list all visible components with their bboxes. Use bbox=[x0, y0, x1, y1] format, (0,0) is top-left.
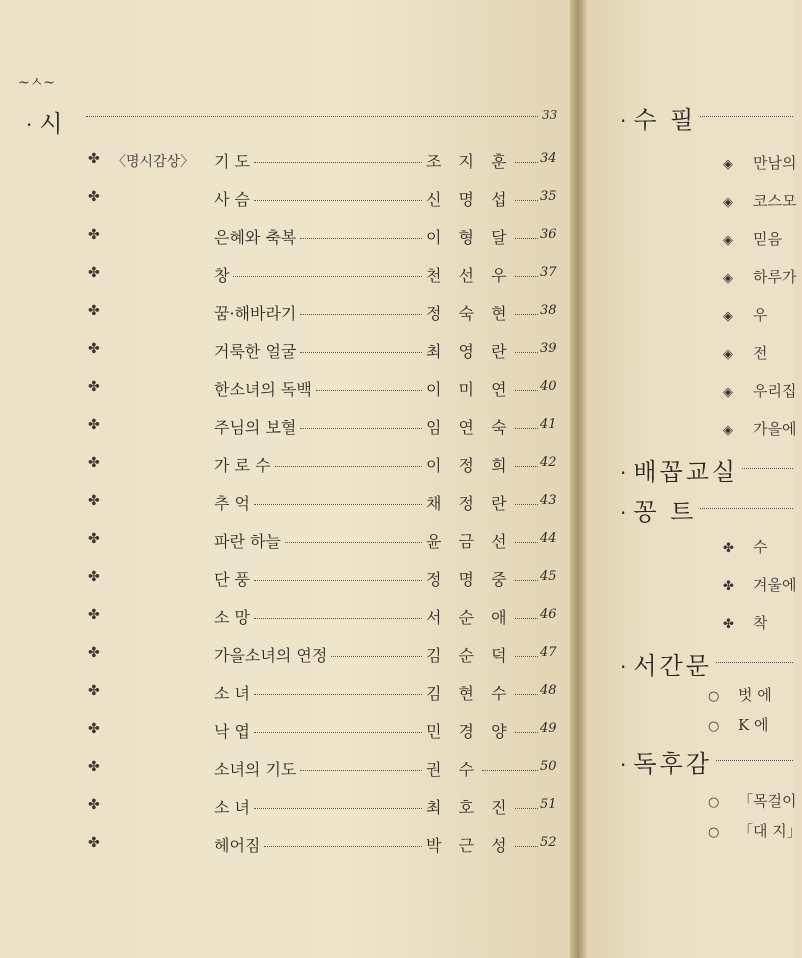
right-toc-entry[interactable] bbox=[723, 380, 796, 401]
entry-leader bbox=[285, 542, 422, 543]
entry-title: 거룩한 얼굴 bbox=[214, 342, 297, 361]
entry-marker-icon: ✤ bbox=[88, 721, 100, 737]
section-label: 서간문 bbox=[633, 652, 712, 680]
entry-page-number: 35 bbox=[540, 189, 557, 204]
entry-marker-icon: ✤ bbox=[88, 683, 100, 699]
entry-leader bbox=[264, 846, 422, 847]
entry-title: 소녀의 기도 bbox=[214, 760, 297, 779]
bullet-dot: · bbox=[620, 461, 630, 485]
right-toc-entry[interactable] bbox=[723, 266, 796, 287]
toc-entry[interactable] bbox=[0, 563, 578, 593]
corner-mark: ~ㅅ~ bbox=[18, 75, 55, 91]
entry-title: 기 도 bbox=[214, 152, 250, 171]
entry-marker-icon: ✤ bbox=[88, 493, 100, 509]
entry-title: 믿음 bbox=[753, 230, 782, 248]
toc-entry[interactable] bbox=[0, 145, 578, 175]
entry-marker-icon: ✤ bbox=[723, 617, 734, 632]
entry-author: 정 명 중 bbox=[426, 570, 513, 589]
entry-leader bbox=[515, 618, 538, 619]
entry-leader bbox=[254, 200, 422, 201]
entry-leader bbox=[515, 352, 538, 353]
entry-page-number: 47 bbox=[540, 645, 557, 660]
entry-title: 은혜와 축복 bbox=[214, 228, 297, 247]
entry-page-number: 52 bbox=[540, 835, 557, 850]
entry-title: 단 풍 bbox=[214, 570, 250, 589]
toc-entry[interactable] bbox=[0, 297, 578, 327]
entry-title: 창 bbox=[214, 266, 230, 285]
entry-author: 이 형 달 bbox=[426, 228, 513, 247]
toc-entry[interactable] bbox=[0, 411, 578, 441]
entry-page-number: 42 bbox=[540, 455, 557, 470]
entry-author: 이 정 희 bbox=[426, 456, 513, 475]
entry-title: 겨울에 bbox=[753, 576, 797, 594]
entry-leader bbox=[515, 580, 538, 581]
entry-author: 이 미 연 bbox=[426, 380, 513, 399]
entry-title: 코스모 bbox=[753, 192, 797, 210]
entry-title: 소 녀 bbox=[214, 684, 250, 703]
section-leader bbox=[742, 468, 793, 469]
entry-marker-icon: ✤ bbox=[723, 579, 734, 594]
entry-title: 수 bbox=[753, 538, 768, 556]
toc-entry[interactable] bbox=[0, 259, 578, 289]
entry-leader bbox=[233, 276, 422, 277]
toc-entry[interactable] bbox=[0, 829, 578, 859]
entry-leader bbox=[254, 504, 422, 505]
toc-entry[interactable] bbox=[0, 449, 578, 479]
entry-page-number: 50 bbox=[540, 759, 557, 774]
entry-page-number: 39 bbox=[540, 341, 557, 356]
entry-page-number: 44 bbox=[540, 531, 557, 546]
entry-title: 하루가 bbox=[753, 268, 797, 286]
entry-title: 파란 하늘 bbox=[214, 532, 281, 551]
entry-author: 임 연 숙 bbox=[426, 418, 513, 437]
entry-leader bbox=[515, 200, 538, 201]
toc-entry[interactable] bbox=[0, 601, 578, 631]
entry-title: K 에 bbox=[738, 716, 769, 734]
entry-author: 김 현 수 bbox=[426, 684, 513, 703]
entry-marker-icon: ◈ bbox=[723, 157, 733, 172]
right-toc-entry[interactable] bbox=[723, 228, 782, 249]
entry-leader bbox=[300, 352, 422, 353]
toc-entry[interactable] bbox=[0, 753, 578, 783]
right-section-heading bbox=[620, 452, 738, 487]
entry-author: 민 경 양 bbox=[426, 722, 513, 741]
bullet-dot: · bbox=[620, 501, 630, 525]
entry-page-number: 49 bbox=[540, 721, 557, 736]
entry-author: 박 근 성 bbox=[426, 836, 513, 855]
entry-leader bbox=[254, 580, 422, 581]
entry-title: 우 bbox=[753, 306, 768, 324]
entry-leader bbox=[515, 390, 538, 391]
entry-marker-icon: ◈ bbox=[723, 309, 733, 324]
entry-author: 천 선 우 bbox=[426, 266, 513, 285]
entry-marker-icon: ◈ bbox=[723, 347, 733, 362]
entry-page-number: 34 bbox=[540, 151, 557, 166]
toc-entry[interactable] bbox=[0, 525, 578, 555]
section-label: 시 bbox=[39, 110, 66, 138]
entry-marker-icon: ✤ bbox=[88, 417, 100, 433]
entry-author: 채 정 란 bbox=[426, 494, 513, 513]
entry-page-number: 41 bbox=[540, 417, 557, 432]
entry-leader bbox=[515, 504, 538, 505]
section-label: 꽁 트 bbox=[633, 498, 697, 526]
entry-leader bbox=[254, 808, 422, 809]
right-toc-entry[interactable] bbox=[708, 820, 802, 841]
entry-author: 조 지 훈 bbox=[426, 152, 513, 171]
entry-author: 정 숙 현 bbox=[426, 304, 513, 323]
section-label: 수 필 bbox=[633, 106, 697, 134]
entry-marker-icon: ✤ bbox=[88, 759, 100, 775]
entry-marker-icon: ✤ bbox=[88, 645, 100, 661]
entry-title: 가을소녀의 연정 bbox=[214, 646, 328, 665]
entry-page-number: 46 bbox=[540, 607, 557, 622]
entry-leader bbox=[300, 314, 422, 315]
entry-author: 김 순 덕 bbox=[426, 646, 513, 665]
entry-page-number: 43 bbox=[540, 493, 557, 508]
entry-title: 가을에 bbox=[753, 420, 797, 438]
entry-leader bbox=[515, 428, 538, 429]
entry-marker-icon: ✤ bbox=[88, 265, 100, 281]
bullet-dot: · bbox=[620, 753, 630, 777]
entry-title: 소 망 bbox=[214, 608, 250, 627]
entry-author: 신 명 섭 bbox=[426, 190, 513, 209]
entry-marker-icon: ✤ bbox=[723, 541, 734, 556]
entry-leader bbox=[515, 466, 538, 467]
section-label: 배꼽교실 bbox=[633, 458, 739, 486]
right-section-heading bbox=[620, 646, 712, 681]
bullet-dot: · bbox=[620, 109, 630, 133]
right-toc-entry[interactable] bbox=[708, 790, 796, 811]
entry-page-number: 51 bbox=[540, 797, 557, 812]
entry-marker-icon: ◈ bbox=[723, 233, 733, 248]
right-toc-entry[interactable] bbox=[723, 342, 768, 363]
right-section-heading bbox=[620, 744, 712, 779]
entry-marker-icon: ◈ bbox=[723, 385, 733, 400]
toc-entry[interactable] bbox=[0, 677, 578, 707]
right-toc-entry[interactable] bbox=[723, 190, 796, 211]
entry-title: 「목걸이 bbox=[738, 792, 797, 810]
entry-title: 가 로 수 bbox=[214, 456, 271, 475]
entry-marker-icon: ◈ bbox=[723, 271, 733, 286]
entry-title: 주님의 보혈 bbox=[214, 418, 297, 437]
entry-title: 소 녀 bbox=[214, 798, 250, 817]
entry-author: 권 수 bbox=[426, 760, 480, 779]
section-leader bbox=[86, 116, 538, 117]
entry-leader bbox=[515, 694, 538, 695]
entry-leader bbox=[300, 428, 422, 429]
entry-leader bbox=[515, 238, 538, 239]
section-page-number: 33 bbox=[542, 108, 558, 122]
entry-page-number: 48 bbox=[540, 683, 557, 698]
entry-marker-icon: ✤ bbox=[88, 607, 100, 623]
entry-marker-icon: ◈ bbox=[723, 195, 733, 210]
entry-marker-icon: ✤ bbox=[88, 189, 100, 205]
right-toc-entry[interactable] bbox=[723, 612, 768, 633]
entry-marker-icon: ○ bbox=[708, 795, 720, 810]
entry-leader bbox=[300, 238, 422, 239]
right-toc-entry[interactable] bbox=[723, 152, 796, 173]
entry-marker-icon: ✤ bbox=[88, 569, 100, 585]
right-toc-entry[interactable] bbox=[708, 714, 768, 735]
entry-marker-icon: ✤ bbox=[88, 455, 100, 471]
entry-author: 최 호 진 bbox=[426, 798, 513, 817]
section-leader bbox=[716, 760, 793, 761]
right-toc-entry[interactable] bbox=[723, 304, 768, 325]
entry-leader bbox=[515, 656, 538, 657]
entry-marker-icon: ○ bbox=[708, 719, 720, 734]
bullet-dot: · bbox=[26, 113, 36, 137]
entry-title: 꿈·해바라기 bbox=[214, 304, 297, 323]
entry-page-number: 40 bbox=[540, 379, 557, 394]
entry-leader bbox=[515, 162, 538, 163]
section-leader bbox=[700, 116, 793, 117]
entry-marker-icon: ○ bbox=[708, 689, 720, 704]
toc-entry[interactable] bbox=[0, 335, 578, 365]
entry-subtitle: 〈명시감상〉 bbox=[112, 154, 195, 170]
entry-leader bbox=[515, 732, 538, 733]
entry-page-number: 38 bbox=[540, 303, 557, 318]
entry-leader bbox=[515, 276, 538, 277]
toc-entry[interactable] bbox=[0, 791, 578, 821]
entry-title: 벗 에 bbox=[738, 686, 772, 704]
entry-marker-icon: ✤ bbox=[88, 797, 100, 813]
entry-marker-icon: ✤ bbox=[88, 227, 100, 243]
entry-title: 헤어짐 bbox=[214, 836, 261, 855]
entry-title: 착 bbox=[753, 614, 768, 632]
entry-leader bbox=[254, 162, 422, 163]
entry-marker-icon: ○ bbox=[708, 825, 720, 840]
entry-leader bbox=[515, 314, 538, 315]
right-section-heading bbox=[620, 492, 696, 527]
entry-marker-icon: ✤ bbox=[88, 303, 100, 319]
entry-title: 사 슴 bbox=[214, 190, 250, 209]
entry-title: 추 억 bbox=[214, 494, 250, 513]
right-toc-entry[interactable] bbox=[723, 536, 768, 557]
section-label: 독후감 bbox=[633, 750, 712, 778]
toc-entry[interactable] bbox=[0, 715, 578, 745]
toc-entry[interactable] bbox=[0, 373, 578, 403]
toc-entry[interactable] bbox=[0, 639, 578, 669]
section-heading-poetry bbox=[26, 104, 66, 139]
entry-leader bbox=[515, 846, 538, 847]
entry-leader bbox=[331, 656, 422, 657]
entry-leader bbox=[300, 770, 422, 771]
entry-title: 우리집 bbox=[753, 382, 797, 400]
right-section-heading bbox=[620, 100, 696, 135]
entry-title: 한소녀의 독백 bbox=[214, 380, 312, 399]
entry-leader bbox=[515, 542, 538, 543]
entry-marker-icon: ✤ bbox=[88, 151, 100, 167]
bullet-dot: · bbox=[620, 655, 630, 679]
entry-marker-icon: ◈ bbox=[723, 423, 733, 438]
entry-leader bbox=[254, 694, 422, 695]
entry-page-number: 37 bbox=[540, 265, 557, 280]
entry-page-number: 45 bbox=[540, 569, 557, 584]
entry-marker-icon: ✤ bbox=[88, 531, 100, 547]
entry-marker-icon: ✤ bbox=[88, 835, 100, 851]
entry-author: 윤 금 선 bbox=[426, 532, 513, 551]
toc-entry[interactable] bbox=[0, 221, 578, 251]
entry-leader bbox=[482, 770, 538, 771]
entry-title: 낙 엽 bbox=[214, 722, 250, 741]
entry-title: 전 bbox=[753, 344, 768, 362]
right-toc-entry[interactable] bbox=[723, 418, 796, 439]
entry-marker-icon: ✤ bbox=[88, 341, 100, 357]
entry-leader bbox=[254, 732, 422, 733]
section-leader bbox=[700, 508, 793, 509]
toc-entry[interactable] bbox=[0, 183, 578, 213]
right-toc-entry[interactable] bbox=[723, 574, 796, 595]
entry-title: 「대 지」 bbox=[738, 822, 802, 840]
entry-page-number: 36 bbox=[540, 227, 557, 242]
section-leader bbox=[716, 662, 793, 663]
entry-leader bbox=[316, 390, 422, 391]
entry-leader bbox=[254, 618, 422, 619]
toc-entry[interactable] bbox=[0, 487, 578, 517]
entry-marker-icon: ✤ bbox=[88, 379, 100, 395]
entry-title: 만남의 bbox=[753, 154, 797, 172]
entry-leader bbox=[515, 808, 538, 809]
entry-author: 서 순 애 bbox=[426, 608, 513, 627]
right-toc-entry[interactable] bbox=[708, 684, 772, 705]
entry-author: 최 영 란 bbox=[426, 342, 513, 361]
entry-leader bbox=[275, 466, 422, 467]
